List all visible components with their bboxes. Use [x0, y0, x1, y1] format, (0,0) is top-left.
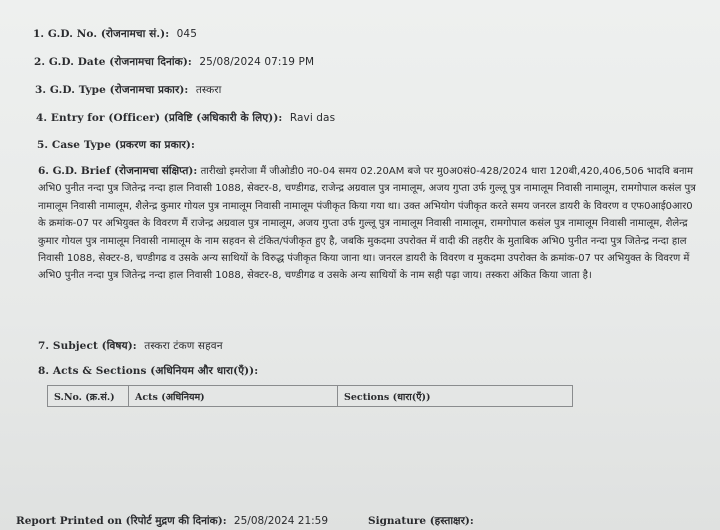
report-printed-field	[16, 514, 328, 528]
gd-date-field	[34, 55, 314, 69]
col-sno-header: S.No. (क्र.सं.)	[48, 386, 129, 407]
report-printed-label: Report Printed on (रिपोर्ट मुद्रण की दिनांक):	[16, 515, 227, 527]
entry-for-value: Ravi das	[289, 112, 336, 124]
gd-type-value: तस्करा	[195, 84, 222, 96]
entry-for-label: 4. Entry for (Officer) (प्रविष्टि (अधिकारी के लिए)):	[36, 112, 283, 124]
gd-number-field	[33, 27, 197, 41]
gd-type-label: 3. G.D. Type (रोजनामचा प्रकार):	[35, 84, 189, 96]
acts-sections-field	[38, 364, 258, 378]
acts-sections-label: 8. Acts & Sections (अधिनियम और धारा(एँ)):	[38, 365, 259, 377]
gd-brief-text: तारीखो इमरोजा मैं जीओडी0 न0-04 समय 02.20AM बजे पर मु0अ0सं0-428/2024 धारा 120बी,420,406,506 भादवि बनाम अभि0 पुनीत नन्दा पुत्र जितेन्द्र नन्दा हाल निवासी 1088, सेक्टर-8, चण्डीगढ, राजेन्द्र अग्रवाल पुत्र नामालूम, अजय गुप्ता उर्फ गुल्लू पुत्र नामालूम निवासी नामालूम, रामगोपाल कसंल पुत्र नामालूम निवासी नामालूम, शैलेन्द्र कुमार गोयल पुत्र नामालूम निवासी नामालूम पंजीकृत किया गया था। उक्त अभियोग पंजीकृत करते समय जनरल डायरी के विवरण व एफ0आई0आर0 के क्रमांक-07 पर अभियुक्त के विवरण मैं राजेन्द्र अग्रवाल पुत्र नामालूम, अजय गुप्ता उर्फ गुल्लू पुत्र नामालूम निवासी नामालूम, रामगोपाल कसंल पुत्र नामालूम निवासी नामालूम, शैलेन्द्र कुमार गोयल पुत्र नामालूम निवासी नामालूम के नाम सहवन से टंकित/पंजीकृत हुए है, जबकि मुकदमा उपरोक्त में वादी की तहरीर के मुताबिक अभि0 पुनीत नन्दा पुत्र जितेन्द्र नन्दा हाल निवासी 1088, सेक्टर-8, चण्डीगढ व उसके अन्य साथियों के विरुद्ध पंजीकृत किया जाना था। जनरल डायरी के विवरण व मुकदमा उपरोक्त के क्रमांक-07 पर अभियुक्त के विवरण में अभि0 पुनीत नन्दा पुत्र जितेन्द्र नन्दा हाल निवासी 1088, सेक्टर-8, चण्डीगढ व उसके अन्य साथियों के नाम सही पढ़ा जाय। तस्करा अंकित किया जाता है।	[38, 166, 696, 282]
entry-for-field	[36, 111, 335, 125]
col-sections-header: Sections (धारा(एँ))	[338, 386, 573, 407]
signature-field	[368, 514, 474, 528]
gd-type-field	[35, 83, 221, 97]
case-type-label: 5. Case Type (प्रकरण का प्रकार):	[37, 139, 195, 151]
gd-date-label: 2. G.D. Date (रोजनामचा दिनांक):	[34, 56, 192, 68]
case-type-field	[37, 138, 199, 152]
subject-label: 7. Subject (विषय):	[38, 340, 137, 352]
signature-label: Signature (हस्ताक्षर):	[368, 515, 474, 527]
col-acts-header: Acts (अधिनियम)	[129, 386, 338, 407]
acts-table	[47, 385, 573, 407]
gd-brief-section	[38, 163, 698, 285]
subject-value: तस्करा टंकण सहवन	[144, 340, 223, 352]
report-printed-value: 25/08/2024 21:59	[233, 515, 329, 527]
acts-table-header-row	[48, 386, 573, 407]
gd-date-value: 25/08/2024 07:19 PM	[199, 56, 315, 68]
gd-number-value: 045	[176, 28, 197, 40]
gd-brief-label: 6. G.D. Brief (रोजनामचा संक्षिप्त):	[38, 165, 198, 177]
subject-field	[38, 339, 223, 353]
gd-number-label: 1. G.D. No. (रोजनामचा सं.):	[33, 28, 170, 40]
